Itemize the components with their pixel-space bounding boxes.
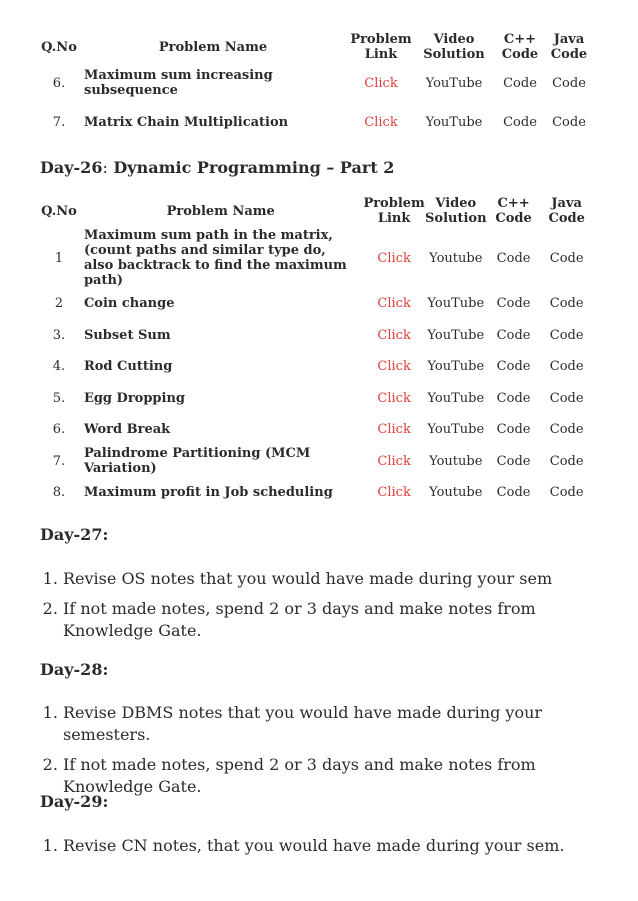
problem-link[interactable]: Click bbox=[377, 390, 411, 406]
row-problem-name: Maximum profit in Job scheduling bbox=[83, 485, 333, 501]
day29-list bbox=[40, 835, 618, 865]
header-java-code: Java Code bbox=[550, 32, 588, 62]
list-item: 1. Revise DBMS notes that you would have made during your semesters. bbox=[63, 702, 618, 746]
row-qno: 6. bbox=[52, 75, 66, 91]
video-link[interactable]: YouTube bbox=[427, 390, 485, 406]
header-cpp-code: C++ Code bbox=[495, 196, 532, 226]
row-problem-name: Subset Sum bbox=[83, 327, 171, 343]
cpp-code-link[interactable]: Code bbox=[496, 453, 531, 469]
video-link[interactable]: YouTube bbox=[425, 75, 483, 91]
java-code-link[interactable]: Code bbox=[549, 327, 584, 343]
video-link[interactable]: Youtube bbox=[429, 250, 483, 266]
day29-heading: Day-29: bbox=[40, 792, 109, 811]
row-problem-name: Matrix Chain Multiplication bbox=[84, 114, 289, 130]
row-qno: 3. bbox=[52, 327, 66, 343]
table-row bbox=[40, 320, 593, 352]
row-qno: 2 bbox=[54, 296, 64, 312]
row-qno: 5. bbox=[52, 390, 66, 406]
row-problem-name: Egg Dropping bbox=[83, 390, 186, 406]
row-problem-name: Rod Cutting bbox=[83, 359, 173, 375]
header-problem-name: Problem Name bbox=[158, 39, 268, 55]
cpp-code-link[interactable]: Code bbox=[503, 75, 537, 91]
row-problem-name: Coin change bbox=[83, 296, 175, 312]
row-qno: 1 bbox=[54, 250, 64, 266]
java-code-link[interactable]: Code bbox=[549, 422, 584, 438]
day27-heading: Day-27: bbox=[40, 525, 109, 544]
video-link[interactable]: YouTube bbox=[427, 296, 485, 312]
java-code-link[interactable]: Code bbox=[549, 390, 584, 406]
row-qno: 7. bbox=[52, 453, 66, 469]
table-row bbox=[40, 383, 593, 415]
problem-link[interactable]: Click bbox=[377, 453, 411, 469]
header-cpp-code: C++ Code bbox=[501, 32, 539, 62]
problem-link[interactable]: Click bbox=[377, 250, 411, 266]
cpp-code-link[interactable]: Code bbox=[496, 296, 531, 312]
header-qno: Q.No bbox=[41, 39, 77, 55]
problem-link[interactable]: Click bbox=[377, 327, 411, 343]
cpp-code-link[interactable]: Code bbox=[496, 485, 531, 501]
header-problem-name: Problem Name bbox=[166, 203, 275, 219]
header-video-solution: Video Solution bbox=[423, 32, 485, 62]
video-link[interactable]: YouTube bbox=[427, 327, 485, 343]
row-problem-name: Palindrome Partitioning (MCM Variation) bbox=[83, 446, 311, 477]
java-code-link[interactable]: Code bbox=[552, 75, 586, 91]
problem-link[interactable]: Click bbox=[364, 75, 398, 91]
cpp-code-link[interactable]: Code bbox=[496, 250, 531, 266]
video-link[interactable]: Youtube bbox=[429, 485, 483, 501]
problem-link[interactable]: Click bbox=[377, 359, 411, 375]
problem-link[interactable]: Click bbox=[377, 296, 411, 312]
cpp-code-link[interactable]: Code bbox=[496, 359, 531, 375]
day28-heading: Day-28: bbox=[40, 660, 109, 679]
java-code-link[interactable]: Code bbox=[549, 359, 584, 375]
video-link[interactable]: YouTube bbox=[427, 422, 485, 438]
list-item: 2. If not made notes, spend 2 or 3 days and make notes from Knowledge Gate. bbox=[63, 754, 618, 798]
list-item: 1. Revise CN notes, that you would have made during your sem. bbox=[63, 835, 618, 857]
table-row bbox=[40, 228, 593, 288]
table-row bbox=[40, 102, 592, 142]
table-row bbox=[40, 414, 593, 446]
problem-link[interactable]: Click bbox=[377, 485, 411, 501]
day26-heading: Day-26: Dynamic Programming – Part 2 bbox=[40, 158, 395, 177]
table-row bbox=[40, 288, 593, 320]
problem-link[interactable]: Click bbox=[377, 422, 411, 438]
table-day25-continued bbox=[40, 30, 592, 142]
day27-list bbox=[40, 568, 618, 650]
video-link[interactable]: Youtube bbox=[429, 453, 483, 469]
row-qno: 6. bbox=[52, 422, 66, 438]
row-problem-name: Maximum sum increasing subsequence bbox=[84, 68, 273, 98]
cpp-code-link[interactable]: Code bbox=[503, 114, 537, 130]
java-code-link[interactable]: Code bbox=[549, 485, 584, 501]
java-code-link[interactable]: Code bbox=[549, 453, 584, 469]
table-header-row bbox=[40, 194, 593, 228]
row-qno: 7. bbox=[52, 114, 66, 130]
video-link[interactable]: YouTube bbox=[427, 359, 485, 375]
problem-link[interactable]: Click bbox=[364, 114, 398, 130]
table-row bbox=[40, 351, 593, 383]
table-row bbox=[40, 446, 593, 478]
day28-list bbox=[40, 702, 618, 806]
header-problem-link: Problem Link bbox=[350, 32, 412, 62]
header-java-code: Java Code bbox=[548, 196, 585, 226]
table-row bbox=[40, 64, 592, 102]
java-code-link[interactable]: Code bbox=[552, 114, 586, 130]
row-qno: 4. bbox=[52, 359, 66, 375]
table-day26 bbox=[40, 194, 593, 509]
java-code-link[interactable]: Code bbox=[549, 250, 584, 266]
cpp-code-link[interactable]: Code bbox=[496, 327, 531, 343]
header-video-solution: Video Solution bbox=[425, 196, 487, 226]
cpp-code-link[interactable]: Code bbox=[496, 422, 531, 438]
row-problem-name: Word Break bbox=[83, 422, 171, 438]
header-problem-link: Problem Link bbox=[363, 196, 425, 226]
header-qno: Q.No bbox=[41, 203, 77, 219]
video-link[interactable]: YouTube bbox=[425, 114, 483, 130]
table-row bbox=[40, 477, 593, 509]
list-item: 2. If not made notes, spend 2 or 3 days and make notes from Knowledge Gate. bbox=[63, 598, 618, 642]
table-header-row bbox=[40, 30, 592, 64]
row-problem-name: Maximum sum path in the matrix, (count paths and similar type do, also backtrack to find the maximum path) bbox=[83, 228, 347, 288]
cpp-code-link[interactable]: Code bbox=[496, 390, 531, 406]
java-code-link[interactable]: Code bbox=[549, 296, 584, 312]
list-item: 1. Revise OS notes that you would have made during your sem bbox=[63, 568, 618, 590]
row-qno: 8. bbox=[52, 485, 66, 501]
